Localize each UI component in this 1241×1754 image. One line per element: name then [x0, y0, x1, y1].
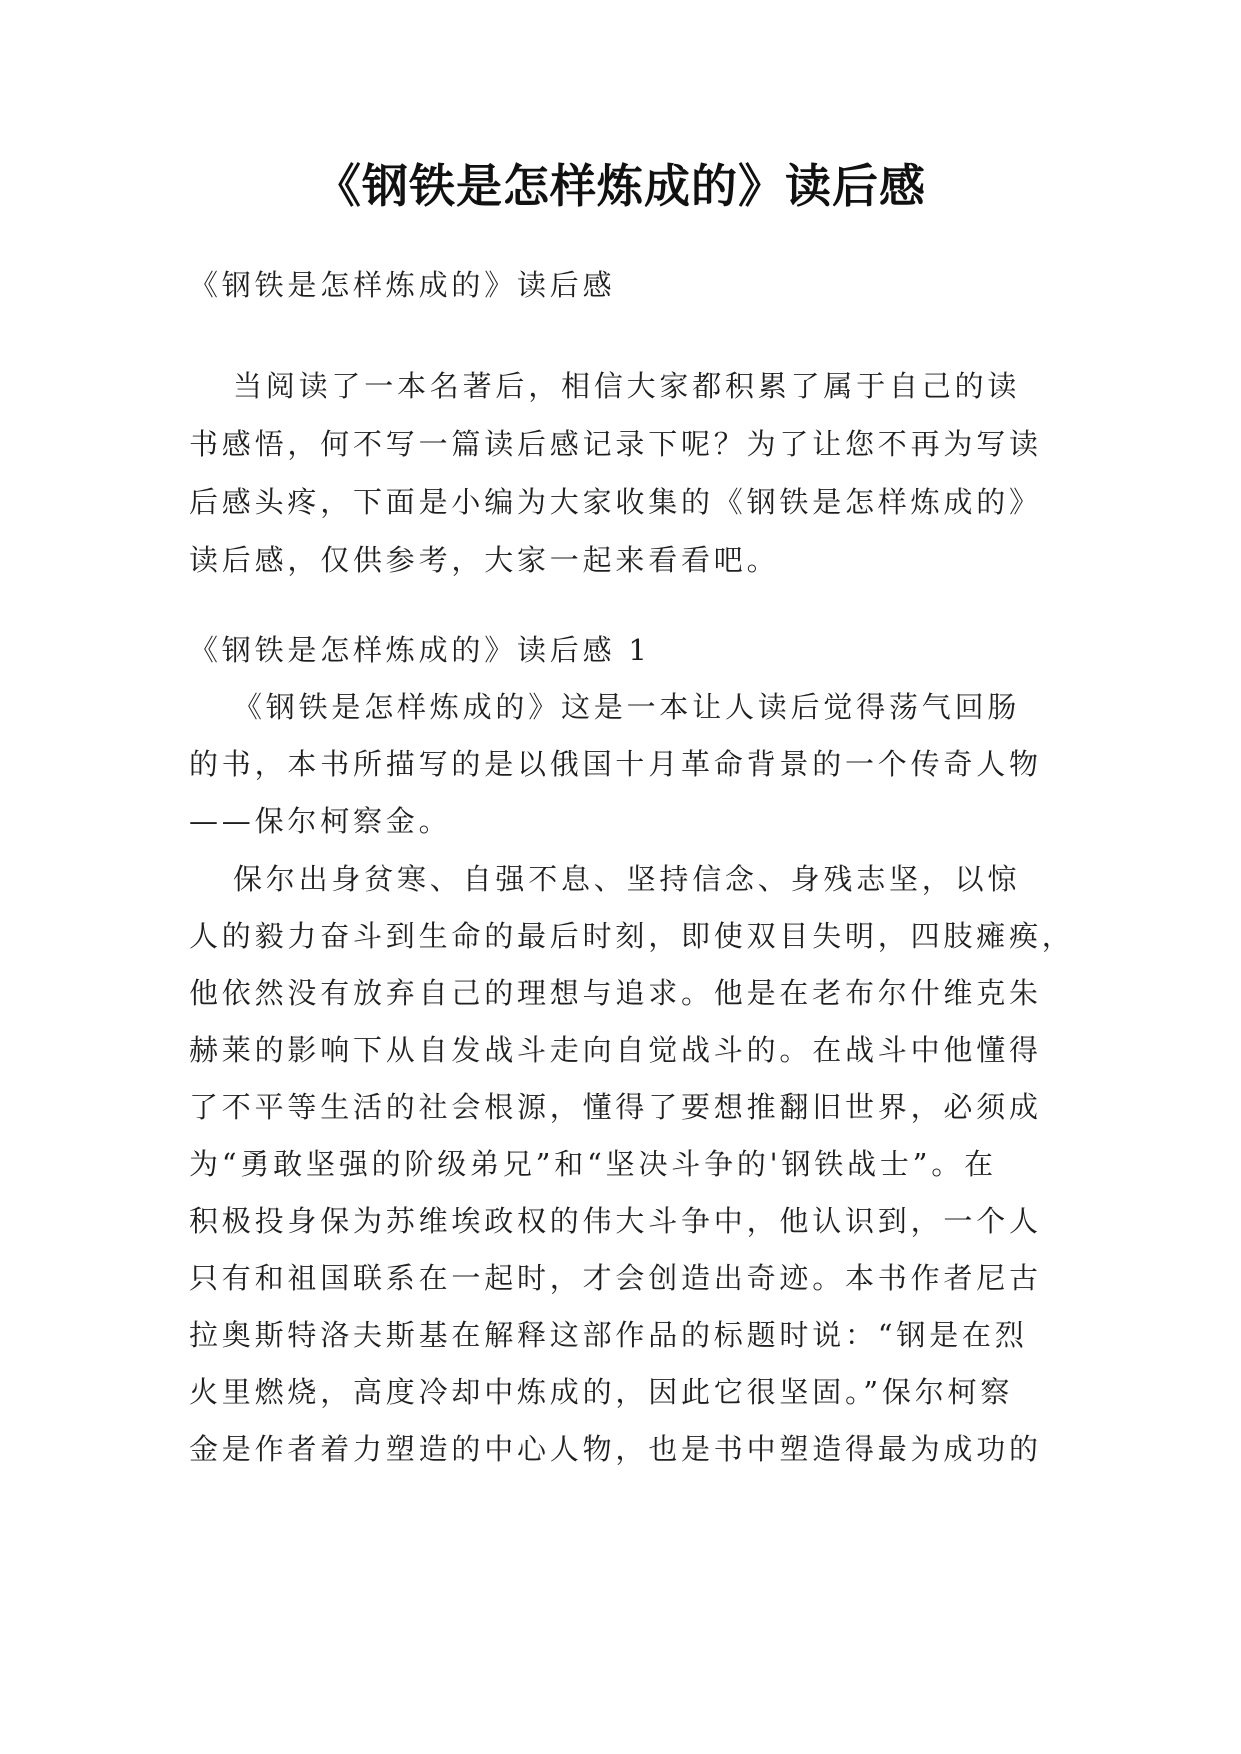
- document-title: 《钢铁是怎样炼成的》读后感: [315, 159, 926, 213]
- paragraph-line: 保尔出身贫寒、自强不息、坚持信念、身残志坚，以惊: [233, 862, 1021, 896]
- paragraph-line: 拉奥斯特洛夫斯基在解释这部作品的标题时说：“钢是在烈: [189, 1318, 1028, 1352]
- paragraph-line: 赫莱的影响下从自发战斗走向自觉战斗的。在战斗中他懂得: [189, 1033, 1042, 1067]
- paragraph-line: 《钢铁是怎样炼成的》这是一本让人读后觉得荡气回肠: [233, 690, 1021, 724]
- intro-line: 读后感，仅供参考，大家一起来看看吧。: [189, 543, 780, 577]
- paragraph-line: 的书，本书所描写的是以俄国十月革命背景的一个传奇人物: [189, 747, 1042, 781]
- paragraph-line: 他依然没有放弃自己的理想与追求。他是在老布尔什维克朱: [189, 976, 1042, 1010]
- section-heading: 《钢铁是怎样炼成的》读后感 1: [189, 633, 651, 667]
- paragraph-line: 人的毅力奋斗到生命的最后时刻，即使双目失明，四肢瘫痪，: [189, 919, 1075, 953]
- paragraph-line: 火里燃烧，高度冷却中炼成的，因此它很坚固。”保尔柯察: [189, 1375, 1014, 1409]
- intro-line: 书感悟，何不写一篇读后感记录下呢？为了让您不再为写读: [189, 427, 1042, 461]
- paragraph-line: 金是作者着力塑造的中心人物，也是书中塑造得最为成功的: [189, 1432, 1042, 1466]
- intro-line: 当阅读了一本名著后，相信大家都积累了属于自己的读: [233, 369, 1021, 403]
- intro-line: 后感头疼，下面是小编为大家收集的《钢铁是怎样炼成的》: [189, 485, 1042, 519]
- paragraph-line: 只有和祖国联系在一起时，才会创造出奇迹。本书作者尼古: [189, 1261, 1042, 1295]
- paragraph-line: 积极投身保为苏维埃政权的伟大斗争中，他认识到，一个人: [189, 1204, 1042, 1238]
- paragraph-line: ——保尔柯察金。: [189, 804, 452, 838]
- paragraph-line: 为“勇敢坚强的阶级弟兄”和“坚决斗争的'钢铁战士”。在: [189, 1147, 997, 1181]
- paragraph-line: 了不平等生活的社会根源，懂得了要想推翻旧世界，必须成: [189, 1090, 1042, 1124]
- document-subtitle: 《钢铁是怎样炼成的》读后感: [189, 268, 616, 302]
